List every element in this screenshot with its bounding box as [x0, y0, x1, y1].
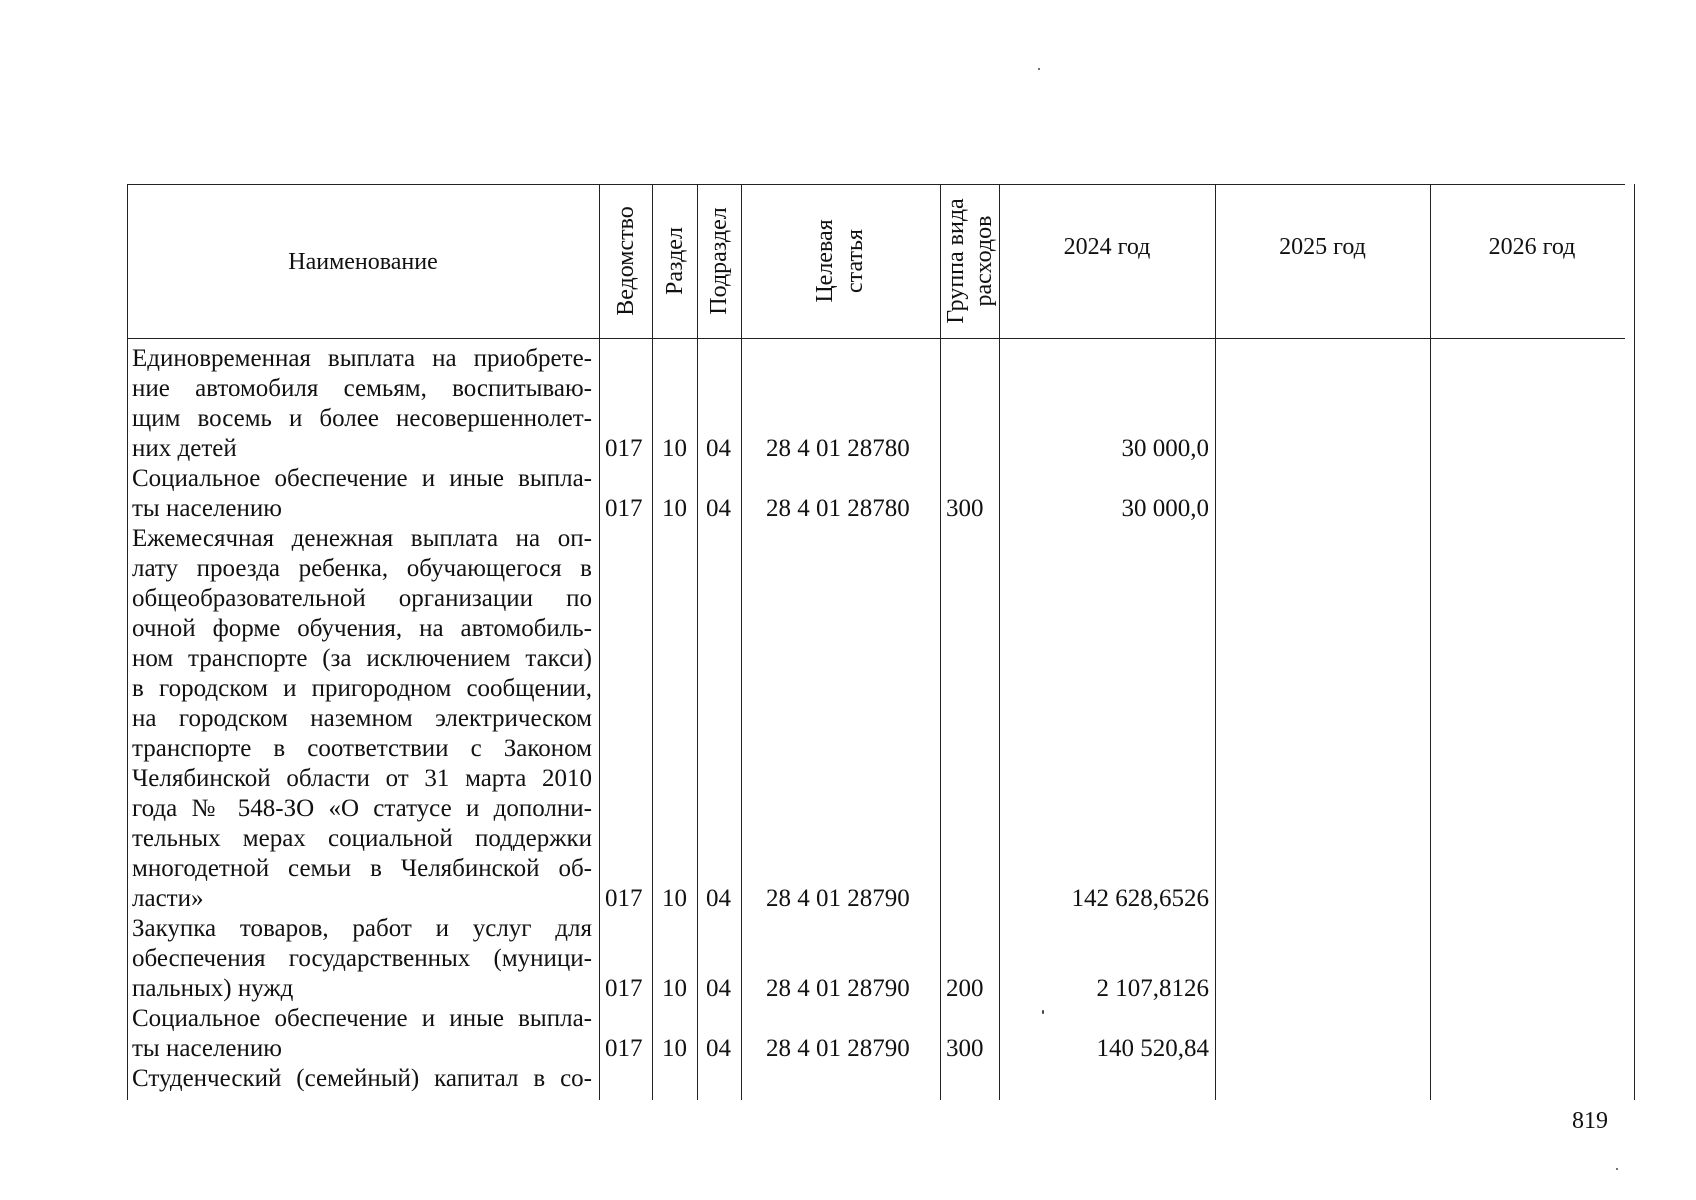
cell-2024: 30 000,0	[1121, 435, 1209, 462]
cell-target: 28 4 01 28790	[766, 885, 910, 912]
cell-razdel: 10	[662, 1035, 687, 1062]
name-line: ты населению	[132, 495, 282, 522]
col-divider-3	[697, 184, 698, 1100]
cell-target: 28 4 01 28780	[766, 495, 910, 522]
name-line: транспорте в соответствии с Законом	[132, 735, 592, 762]
table-row-name	[132, 524, 592, 914]
cell-podrazdel: 04	[706, 885, 731, 912]
cell-vedomstvo: 017	[605, 435, 643, 462]
header-target-line2: статья	[842, 229, 868, 293]
table-row-name	[132, 1004, 592, 1064]
table-top-border	[127, 184, 1625, 185]
cell-vedomstvo: 017	[605, 885, 643, 912]
col-divider-5	[940, 184, 941, 1100]
name-line: лату проезда ребенка, обучающегося в	[132, 555, 592, 582]
name-line: ние автомобиля семьям, воспитываю-	[132, 375, 592, 402]
header-2026: 2026 год	[1488, 234, 1576, 260]
table-row-name	[132, 1064, 592, 1094]
name-line: года № 548-ЗО «О статусе и дополни-	[132, 795, 592, 822]
cell-vedomstvo: 017	[605, 975, 643, 1002]
right-border	[1634, 184, 1635, 1100]
name-line: них детей	[132, 435, 237, 462]
name-line: ты населению	[132, 1035, 282, 1062]
name-line: пальных) нужд	[132, 975, 294, 1002]
cell-podrazdel: 04	[706, 435, 731, 462]
cell-group: 200	[946, 975, 984, 1002]
cell-target: 28 4 01 28790	[766, 1035, 910, 1062]
col-divider-6	[999, 184, 1000, 1100]
header-group-line1: Группа вида	[943, 198, 969, 324]
name-line: Челябинской области от 31 марта 2010	[132, 765, 592, 792]
name-line: общеобразовательной организации по	[132, 585, 592, 612]
name-line: на городском наземном электрическом	[132, 705, 592, 732]
cell-2024: 140 520,84	[1096, 1035, 1209, 1062]
name-line: обеспечения государственных (муници-	[132, 945, 592, 972]
name-line: ном транспорте (за исключением такси)	[132, 645, 592, 672]
header-vedomstvo: Ведомство	[613, 206, 639, 316]
cell-group: 300	[946, 1035, 984, 1062]
scan-speck	[1042, 1010, 1044, 1014]
cell-2024: 142 628,6526	[1071, 885, 1209, 912]
header-group-line2: расходов	[971, 215, 997, 307]
col-divider-1	[599, 184, 600, 1100]
name-line: Социальное обеспечение и иные выпла-	[132, 1005, 592, 1032]
cell-razdel: 10	[662, 885, 687, 912]
col-divider-8	[1430, 184, 1431, 1100]
name-line: Студенческий (семейный) капитал в со-	[132, 1065, 592, 1092]
scan-speck	[1038, 68, 1040, 70]
header-target-article	[810, 219, 870, 302]
name-line: Единовременная выплата на приобрете-	[132, 345, 592, 372]
cell-podrazdel: 04	[706, 1035, 731, 1062]
header-2024: 2024 год	[1063, 234, 1151, 260]
col-divider-4	[741, 184, 742, 1100]
table-row-name	[132, 464, 592, 524]
name-line: очной форме обучения, на автомобиль-	[132, 615, 592, 642]
name-line: многодетной семьи в Челябинской об-	[132, 855, 592, 882]
cell-vedomstvo: 017	[605, 1035, 643, 1062]
name-line: Социальное обеспечение и иные выпла-	[132, 465, 592, 492]
cell-razdel: 10	[662, 975, 687, 1002]
page-number: 819	[1572, 1108, 1608, 1134]
name-line: тельных мерах социальной поддержки	[132, 825, 592, 852]
cell-target: 28 4 01 28790	[766, 975, 910, 1002]
col-divider-2	[652, 184, 653, 1100]
table-row-name	[132, 344, 592, 464]
name-line: в городском и пригородном сообщении,	[132, 675, 592, 702]
left-border-body	[127, 338, 128, 1100]
scan-speck	[1616, 1168, 1618, 1170]
header-name: Наименование	[288, 249, 438, 275]
header-podrazdel: Подраздел	[706, 207, 732, 315]
name-line: Закупка товаров, работ и услуг для	[132, 915, 592, 942]
table-row-name	[132, 914, 592, 1004]
cell-2024: 30 000,0	[1121, 495, 1209, 522]
cell-target: 28 4 01 28780	[766, 435, 910, 462]
header-2025: 2025 год	[1279, 234, 1366, 260]
name-line: щим восемь и более несовершеннолет-	[132, 405, 592, 432]
cell-podrazdel: 04	[706, 495, 731, 522]
cell-2024: 2 107,8126	[1096, 975, 1209, 1002]
cell-razdel: 10	[662, 435, 687, 462]
col-divider-7	[1215, 184, 1216, 1100]
cell-podrazdel: 04	[706, 975, 731, 1002]
name-line: Ежемесячная денежная выплата на оп-	[132, 525, 592, 552]
header-expense-group	[942, 198, 998, 323]
header-target-line1: Целевая	[812, 219, 838, 303]
cell-group: 300	[946, 495, 984, 522]
header-razdel: Раздел	[662, 227, 688, 295]
name-line: ласти»	[132, 885, 204, 912]
cell-vedomstvo: 017	[605, 495, 643, 522]
cell-razdel: 10	[662, 495, 687, 522]
header-bottom-border	[127, 338, 1625, 339]
